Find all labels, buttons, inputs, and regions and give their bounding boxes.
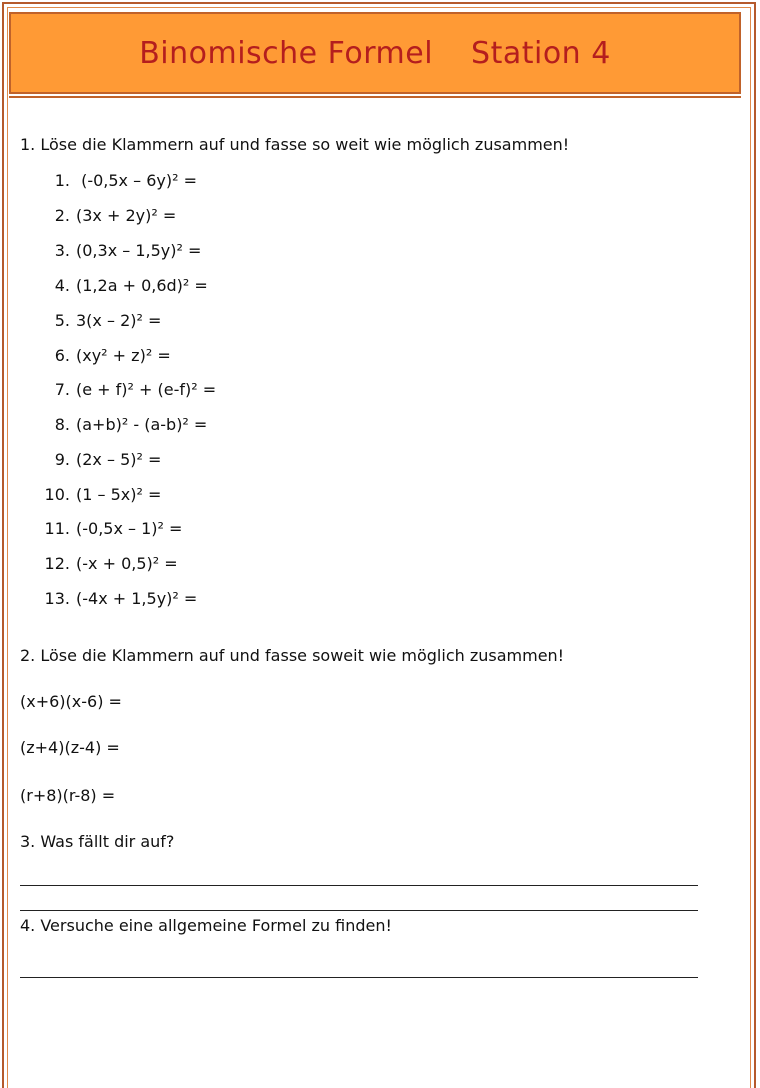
exercise-expression: (1 – 5x)² = — [76, 485, 162, 504]
exercise-item — [44, 450, 161, 469]
exercise-expression: (3x + 2y)² = — [76, 206, 177, 225]
answer-line — [20, 910, 698, 911]
task2-instruction: 2. Löse die Klammern auf und fasse soweit wie möglich zusammen! — [20, 646, 565, 665]
exercise-expression: (-x + 0,5)² = — [76, 554, 178, 573]
banner-underline — [9, 96, 741, 98]
exercise-number: 11. — [44, 519, 70, 538]
task4-instruction: 4. Versuche eine allgemeine Formel zu finden! — [20, 916, 392, 935]
task1-instruction: 1. Löse die Klammern auf und fasse so weit wie möglich zusammen! — [20, 135, 570, 154]
answer-line — [20, 977, 698, 978]
exercise-expression: (a+b)² - (a-b)² = — [76, 415, 208, 434]
exercise-expression: (xy² + z)² = — [76, 346, 171, 365]
exercise-item — [44, 241, 201, 260]
title-text: Binomische Formel — [139, 35, 434, 71]
exercise-number: 5. — [54, 311, 70, 330]
exercise-number: 3. — [54, 241, 70, 260]
exercise-item — [44, 206, 176, 225]
exercise-item — [44, 311, 161, 330]
answer-line — [20, 885, 698, 886]
title-banner — [9, 12, 741, 94]
exercise-number: 4. — [54, 276, 70, 295]
exercise-number: 13. — [44, 589, 70, 608]
page-title — [139, 36, 611, 71]
exercise-item — [44, 171, 197, 190]
exercise-item — [44, 519, 182, 538]
exercise-expression: (-0,5x – 1)² = — [76, 519, 183, 538]
exercise-number: 9. — [54, 450, 70, 469]
exercise-item — [44, 589, 197, 608]
exercise-item — [44, 485, 161, 504]
exercise-number: 7. — [54, 380, 70, 399]
exercise-expression: (2x – 5)² = — [76, 450, 162, 469]
exercise-number: 10. — [44, 485, 70, 504]
exercise-number: 2. — [54, 206, 70, 225]
exercise-item — [44, 554, 178, 573]
exercise-expression: (0,3x – 1,5y)² = — [76, 241, 202, 260]
exercise-expression: (1,2a + 0,6d)² = — [76, 276, 208, 295]
exercise-expression: (-4x + 1,5y)² = — [76, 589, 198, 608]
exercise-number: 6. — [54, 346, 70, 365]
exercise-expression: (-0,5x – 6y)² = — [76, 171, 197, 190]
product-expression: (z+4)(z-4) = — [20, 738, 120, 757]
exercise-item — [44, 415, 207, 434]
exercise-expression: (e + f)² + (e-f)² = — [76, 380, 217, 399]
exercise-item — [44, 380, 216, 399]
task3-question: 3. Was fällt dir auf? — [20, 832, 175, 851]
exercise-number: 1. — [54, 171, 70, 190]
exercise-item — [44, 346, 171, 365]
exercise-number: 12. — [44, 554, 70, 573]
station-label: Station 4 — [471, 35, 611, 71]
exercise-item — [44, 276, 208, 295]
product-expression: (r+8)(r-8) = — [20, 786, 116, 805]
exercise-expression: 3(x – 2)² = — [76, 311, 162, 330]
product-expression: (x+6)(x-6) = — [20, 692, 122, 711]
exercise-number: 8. — [54, 415, 70, 434]
